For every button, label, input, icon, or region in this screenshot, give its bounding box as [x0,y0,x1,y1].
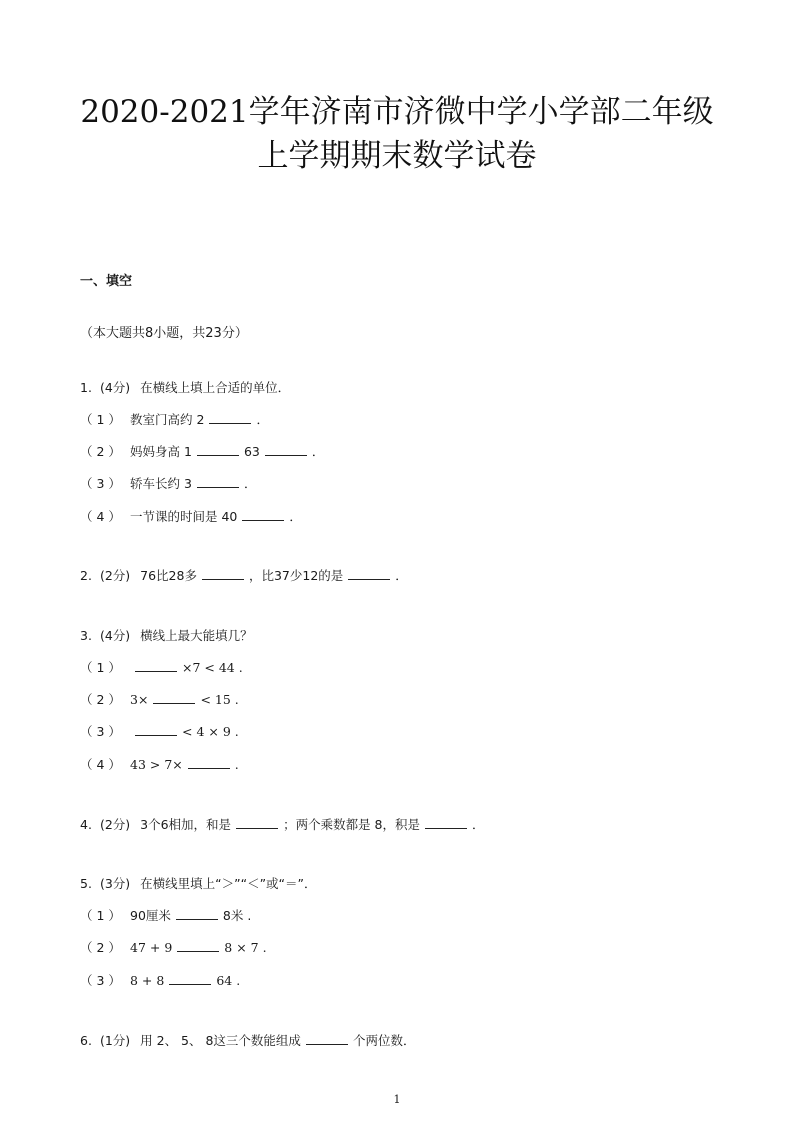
q3-sub-4 [80,755,239,773]
answer-blank[interactable] [236,816,278,829]
question-2 [80,566,408,584]
answer-blank[interactable] [135,659,177,672]
answer-blank[interactable] [153,691,195,704]
q5-sub-3 [80,971,240,989]
q3-sub-3 [80,722,239,740]
sub-index: （ 4 ） [80,509,121,524]
sub-mid: 63 [243,444,260,459]
question-number: 2. [80,568,92,583]
answer-blank[interactable] [242,508,284,521]
q5-sub-2 [80,938,267,956]
sub-pre: 8 + 8 [130,973,165,988]
answer-blank[interactable] [425,816,467,829]
question-text-b: ；两个乘数都是 8，积是 [283,817,420,832]
question-points: (3分) [99,876,131,891]
q1-sub-2 [80,442,324,460]
sub-index: （ 3 ） [80,973,121,988]
sub-pre: 90厘米 [130,908,171,923]
question-points: (2分) [99,568,131,583]
sub-index: （ 4 ） [80,757,121,772]
question-text-a: 用 2、 5、 8这三个数能组成 [140,1033,301,1048]
answer-blank[interactable] [202,567,244,580]
sub-text: 轿车长约 3 [130,476,192,491]
question-text: 在横线里填上“＞”“＜”或“＝”． [140,876,317,891]
answer-blank[interactable] [188,756,230,769]
question-4 [80,815,485,833]
question-text-a: 76比28多 [140,568,197,583]
question-points: (1分) [99,1033,131,1048]
answer-blank[interactable] [209,411,251,424]
sub-index: （ 3 ） [80,724,121,739]
title-line-2: 上学期期末数学试卷 [257,138,537,174]
sub-index: （ 2 ） [80,940,121,955]
question-text-b: 个两位数． [352,1033,416,1048]
answer-blank[interactable] [177,939,219,952]
sub-index: （ 1 ） [80,908,121,923]
question-6 [80,1031,415,1049]
q3-sub-2 [80,690,239,708]
answer-blank[interactable] [176,907,218,920]
q1-sub-1 [80,410,269,428]
sub-post: 8 × 7 . [224,940,267,955]
answer-blank[interactable] [306,1032,348,1045]
sub-post: < 15 . [200,692,239,707]
sub-post: ×7 < 44 . [182,660,243,675]
question-points: (4分) [99,380,131,395]
document-title [0,90,794,178]
question-1 [80,378,290,396]
sub-post: < 4 × 9 . [182,724,239,739]
question-points: (2分) [99,817,131,832]
question-number: 4. [80,817,92,832]
sub-post: 64 . [216,973,241,988]
q3-sub-1 [80,658,243,676]
sub-index: （ 2 ） [80,692,121,707]
sub-pre: 3× [130,692,149,707]
sub-end: ． [256,412,269,427]
answer-blank[interactable] [348,567,390,580]
sub-post: . [234,757,239,772]
question-text-b: ，比37少12的是 [248,568,344,583]
sub-index: （ 3 ） [80,476,121,491]
question-end: ． [472,817,485,832]
sub-pre: 43 > 7× [130,757,183,772]
question-number: 6. [80,1033,92,1048]
question-text-a: 3个6相加，和是 [140,817,232,832]
sub-pre: 47 + 9 [130,940,173,955]
question-number: 3. [80,628,92,643]
sub-end: ． [243,476,257,491]
sub-index: （ 2 ） [80,444,121,459]
sub-text: 教室门高约 2 [130,412,205,427]
section-heading: 一、填空 [80,274,133,289]
sub-post: 8米 . [222,908,252,923]
sub-text: 妈妈身高 1 [130,444,192,459]
question-end: ． [395,568,408,583]
q1-sub-3 [80,474,256,492]
answer-blank[interactable] [197,475,239,488]
question-5 [80,874,317,892]
question-number: 5. [80,876,92,891]
q1-sub-4 [80,507,302,525]
q5-sub-1 [80,906,251,924]
sub-text: 一节课的时间是 40 [130,509,238,524]
question-points: (4分) [99,628,131,643]
sub-end: ． [311,444,325,459]
answer-blank[interactable] [135,723,177,736]
question-text: 在横线上填上合适的单位． [140,380,291,395]
answer-blank[interactable] [265,443,307,456]
page-number: 1 [393,1093,401,1106]
answer-blank[interactable] [197,443,239,456]
question-text: 横线上最大能填几？ [140,628,253,643]
sub-index: （ 1 ） [80,412,121,427]
section-note: （本大题共8小题，共23分） [80,326,248,341]
question-3 [80,626,253,644]
sub-index: （ 1 ） [80,660,121,675]
question-number: 1. [80,380,92,395]
sub-end: ． [289,509,302,524]
answer-blank[interactable] [169,972,211,985]
title-line-1: 2020-2021学年济南市济微中学小学部二年级 [80,94,714,130]
